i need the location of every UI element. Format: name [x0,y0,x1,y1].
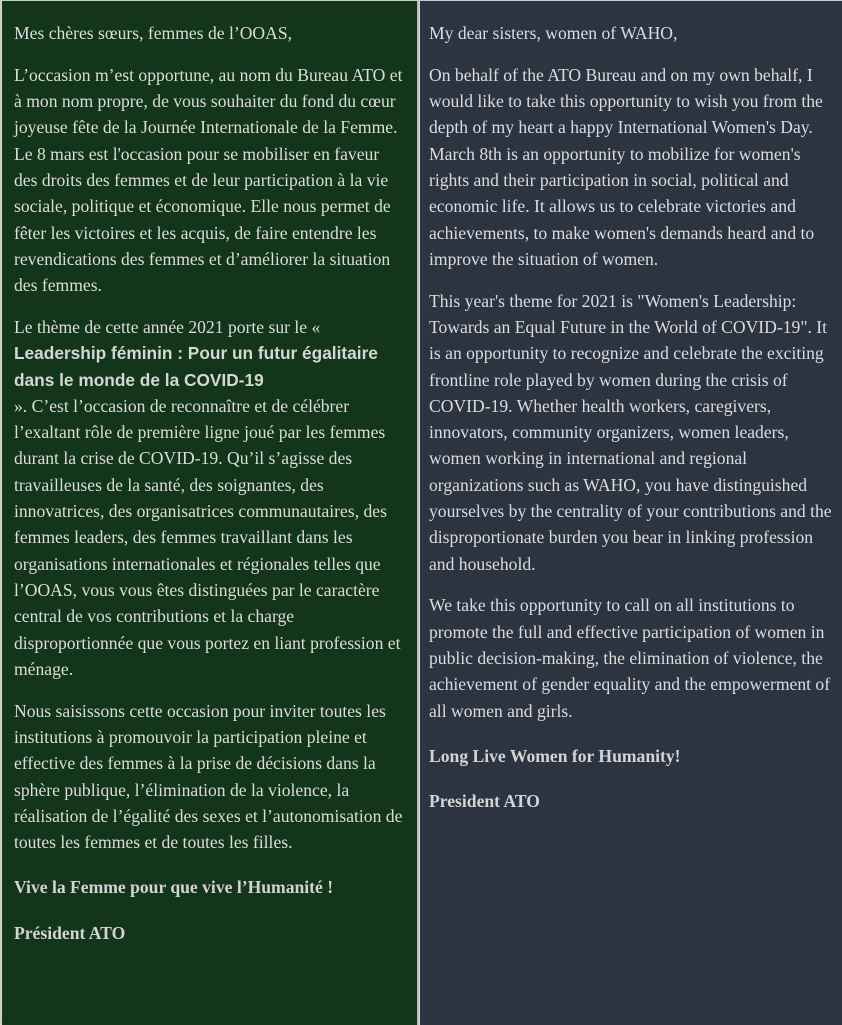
english-signature: President ATO [429,791,540,812]
english-paragraph-1: On behalf of the ATO Bureau and on my own behalf, I would like to take this opportunity to wish you from the depth of my heart a happy International Women's Day. March 8th is an opportunity to mobilize for women's rights and their participation in social, political and economic life. It allows us to celebrate victories and achievements, to make women's demands heard and to improve the situation of women. [429,64,823,269]
english-paragraph-2: This year's theme for 2021 is "Women's Leadership: Towards an Equal Future in the World of COVID-19". It is an opportunity to recognize and celebrate the exciting frontline role played by women during the crisis of COVID-19. Whether health workers, caregivers, innovators, community organizers, women leaders, women working in international and regional organizations such as WAHO, you have distinguished yourselves by the centrality of your contributions and the disproportionate burden you bear in linking profession and household. [429,290,832,574]
french-theme-intro: Le thème de cette année 2021 porte sur le « [14,316,321,337]
french-greeting: Mes chères sœurs, femmes de l’OOAS, [14,23,293,43]
english-column [420,1,842,1025]
french-slogan: Vive la Femme pour que vive l’Humanité ! [14,877,334,898]
french-paragraph-1: L’occasion m’est opportune, au nom du Bureau ATO et à mon nom propre, de vous souhaiter du fond du cœur joyeuse fête de la Journée Internationale de la Femme. Le 8 mars est l'occasion pour se mobiliser en faveur des droits des femmes et de leur participation à la vie sociale, politique et économique. Elle nous permet de fêter les victoires et les acquis, de faire entendre les revendications des femmes et d’améliorer la situation des femmes. [14,64,403,296]
french-theme-title: Leadership féminin : Pour un futur égalitaire dans le monde de la COVID-19 [14,343,378,390]
french-theme-body: ». C’est l’occasion de reconnaître et de célébrer l’exaltant rôle de première ligne joué par les femmes durant la crise de COVID-19. Qu’il s’agisse des travailleuses de la santé, des soignantes, des innovatrices, des organisatrices communautaires, des femmes leaders, des femmes travaillant dans les organisations internationales et régionales telles que l’OOAS, vous vous êtes distinguées par le caractère central de vos contributions et la charge disproportionnée que vous portez en liant profession et ménage. [14,395,401,679]
english-slogan: Long Live Women for Humanity! [429,745,681,766]
french-column [2,1,419,1025]
french-paragraph-3: Nous saisissons cette occasion pour inviter toutes les institutions à promouvoir la participation pleine et effective des femmes à la prise de décisions dans la sphère publique, l’élimination de la violence, la réalisation de l’égalité des sexes et l’autonomisation de toutes les femmes et de toutes les filles. [14,700,403,853]
french-paragraph-2 [14,314,407,682]
french-signature: Président ATO [14,922,126,943]
english-paragraph-3: We take this opportunity to call on all institutions to promote the full and effective participation of women in public decision-making, the elimination of violence, the achievement of gender equality and the empowerment of all women and girls. [429,595,831,721]
english-greeting: My dear sisters, women of WAHO, [429,23,678,43]
